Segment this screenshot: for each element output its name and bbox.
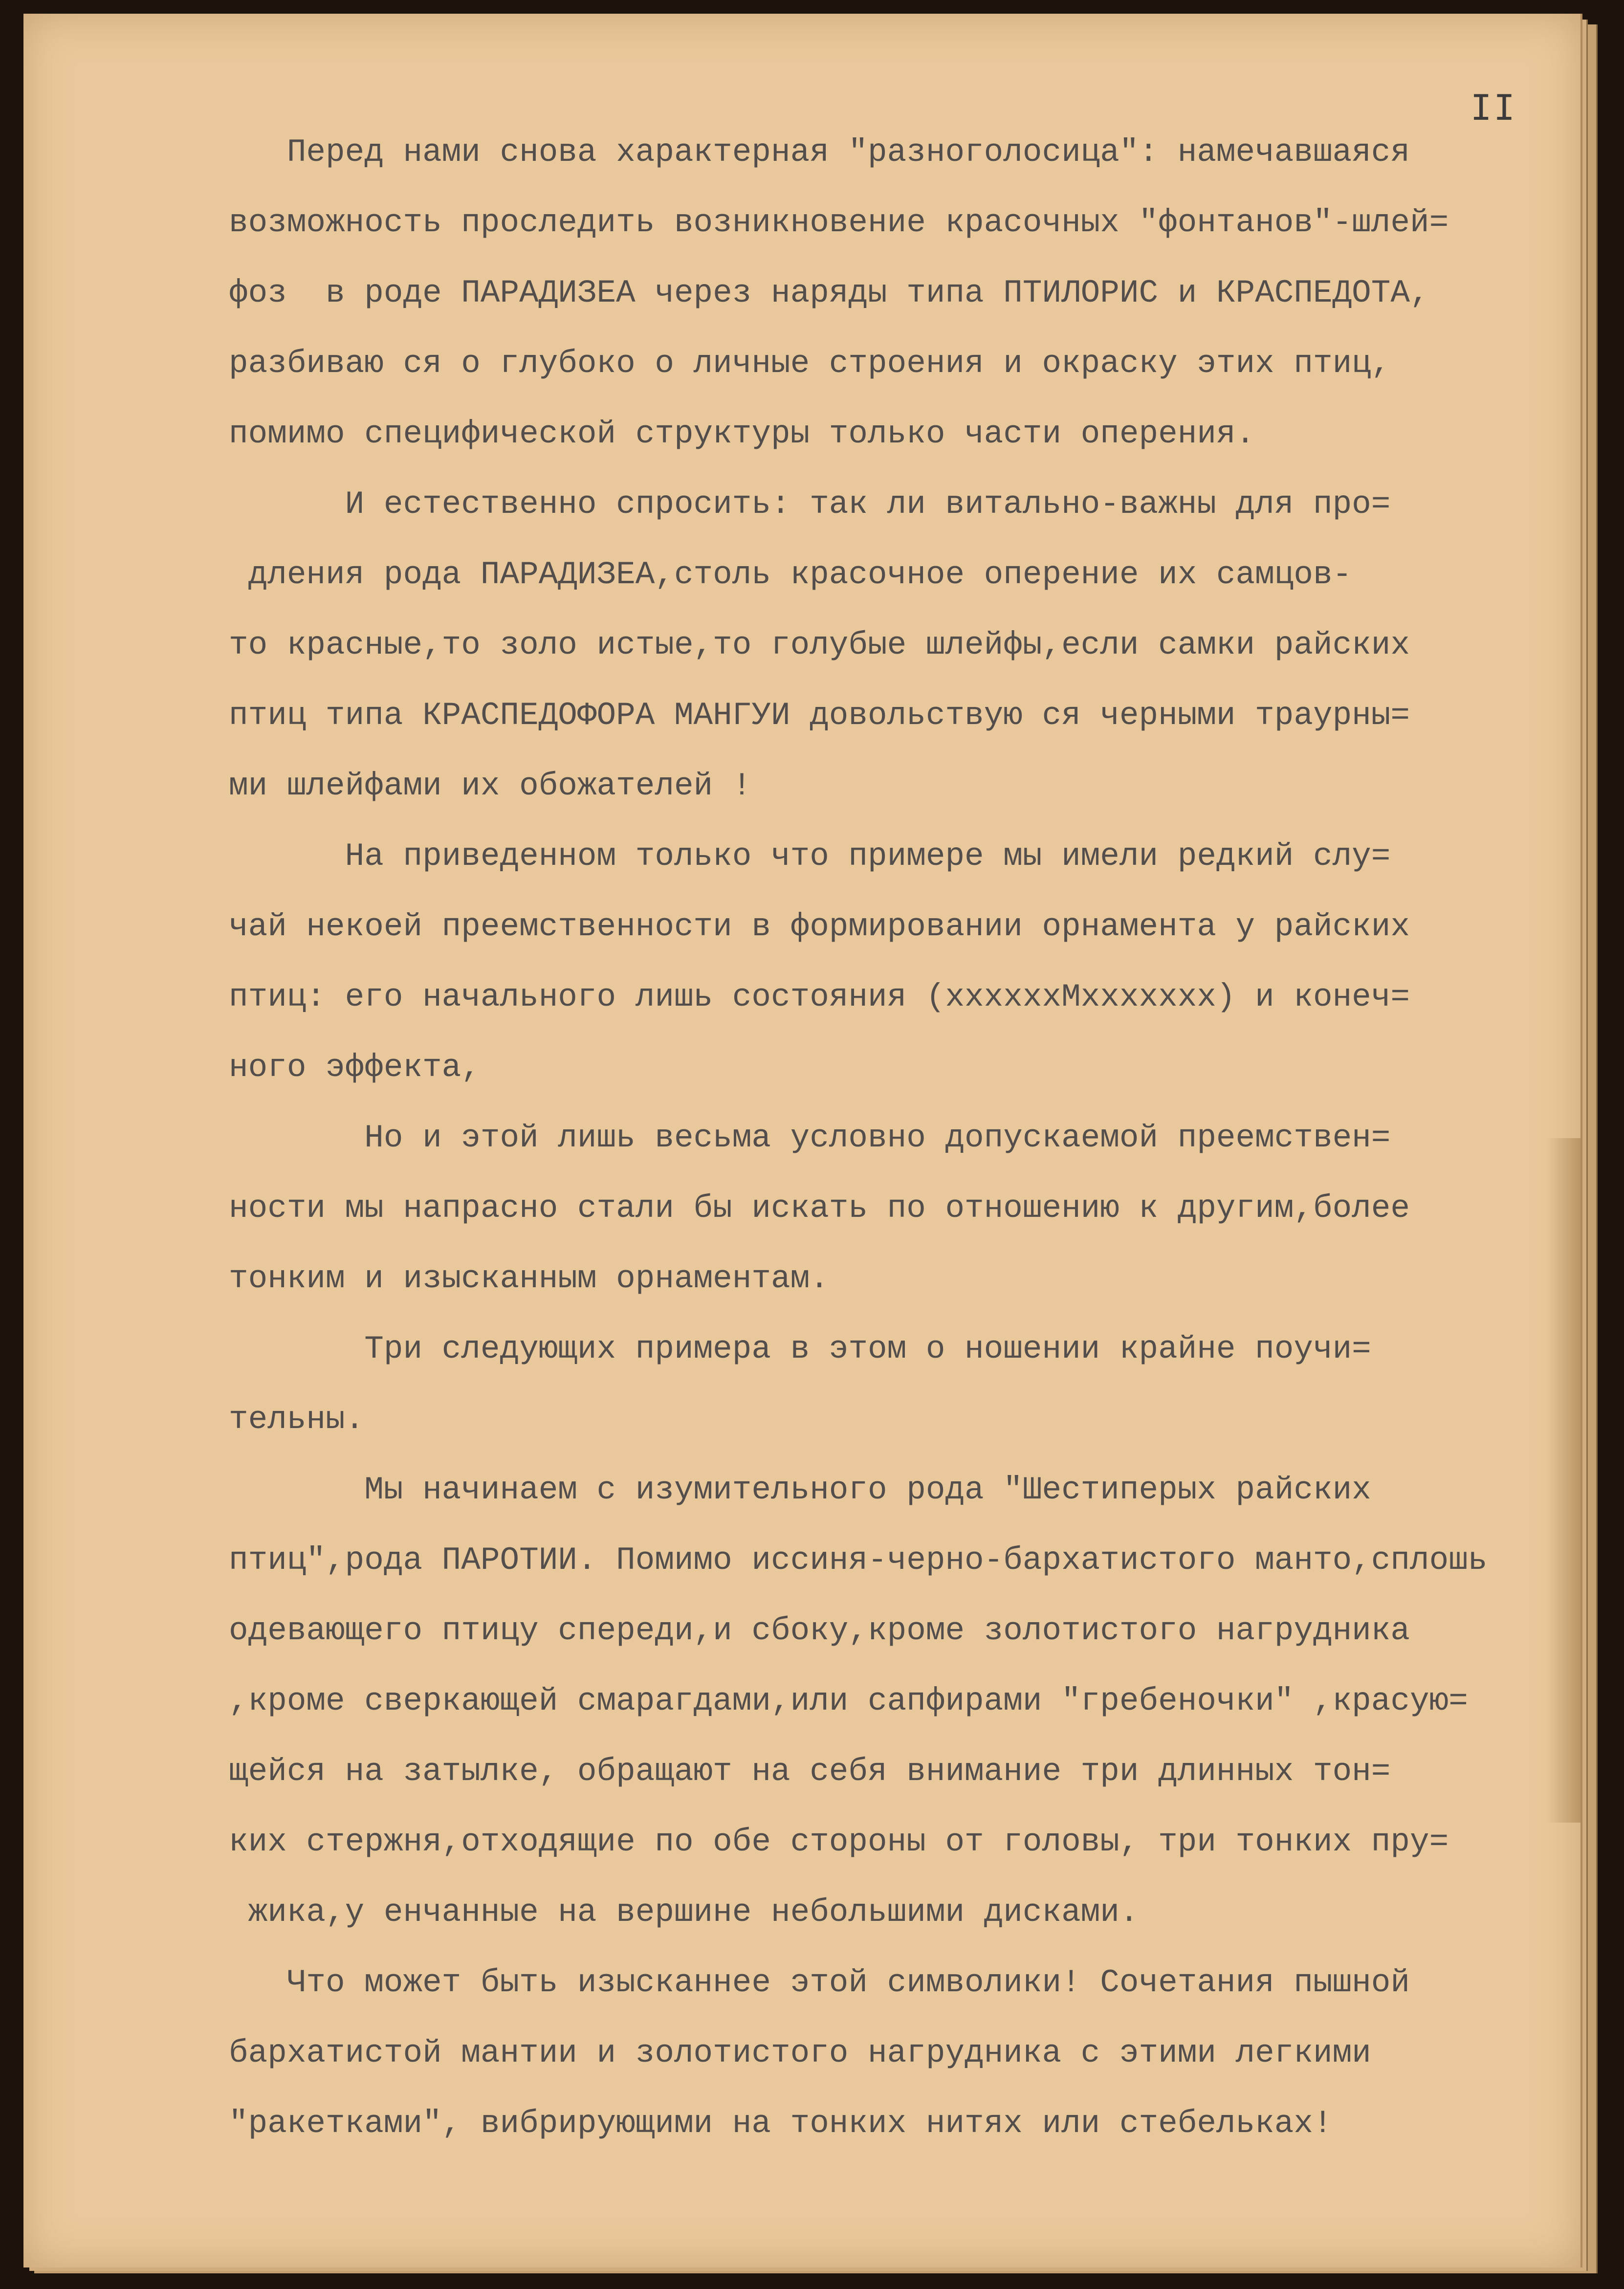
page-number: II xyxy=(1470,87,1517,128)
text-line: птиц: его начального лишь состояния (xxxxxxMxxxxxxx) и конеч= xyxy=(229,979,1410,1015)
text-line: Перед нами снова характерная "разноголосица": намечавшаяся xyxy=(229,134,1410,171)
text-line: Что может быть изысканнее этой символики! Сочетания пышной xyxy=(229,1964,1410,2001)
text-line: Три следующих примера в этом о ношении крайне поучи= xyxy=(229,1331,1371,1367)
text-line: чай некоей преемственности в формировании орнамента у райских xyxy=(229,908,1410,945)
typewritten-text xyxy=(229,117,1568,2159)
text-line: Мы начинаем с изумительного рода "Шестиперых райских xyxy=(229,1472,1371,1508)
text-line: ного эффекта, xyxy=(229,1049,481,1086)
text-line: И естественно спросить: так ли витально-важны для про= xyxy=(229,486,1391,523)
text-line: птиц типа КРАСПЕДОФОРА МАНГУИ довольствую ся черными траурны= xyxy=(229,697,1410,734)
text-line: ,кроме сверкающей смарагдами,или сапфирами "гребеночки" ,красую= xyxy=(229,1683,1468,1719)
text-line: Но и этой лишь весьма условно допускаемой преемствен= xyxy=(229,1120,1391,1156)
text-line: На приведенном только что примере мы имели редкий слу= xyxy=(229,838,1391,875)
text-line: разбиваю ся о глубоко о личные строения и окраску этих птиц, xyxy=(229,345,1391,382)
text-line: возможность проследить возникновение красочных "фонтанов"-шлей= xyxy=(229,204,1449,241)
text-line: птиц",рода ПАРОТИИ. Помимо иссиня-черно-бархатистого манто,сплошь xyxy=(229,1542,1488,1579)
document-page xyxy=(23,14,1582,2267)
text-line: ких стержня,отходящие по обе стороны от головы, три тонких пру= xyxy=(229,1824,1449,1860)
text-line: дления рода ПАРАДИЗЕА,столь красочное оперение их самцов- xyxy=(229,556,1352,593)
text-line: одевающего птицу спереди,и сбоку,кроме золотистого нагрудника xyxy=(229,1612,1410,1649)
text-line: бархатистой мантии и золотистого нагрудника с этими легкими xyxy=(229,2035,1371,2071)
text-line: щейся на затылке, обращают на себя внимание три длинных тон= xyxy=(229,1753,1391,1790)
text-line: фоз в роде ПАРАДИЗЕА через наряды типа ПТИЛОРИС и КРАСПЕДОТА, xyxy=(229,275,1429,311)
text-line: то красные,то золо истые,то голубые шлейфы,если самки райских xyxy=(229,627,1410,663)
text-line: тельны. xyxy=(229,1401,365,1438)
text-line: "ракетками", вибрирующими на тонких нитях или стебельках! xyxy=(229,2105,1333,2142)
text-line: помимо специфической структуры только части оперения. xyxy=(229,416,1255,452)
text-line: ности мы напрасно стали бы искать по отношению к другим,более xyxy=(229,1190,1410,1227)
text-line: ми шлейфами их обожателей ! xyxy=(229,768,752,804)
text-line: жика,у енчанные на вершине небольшими дисками. xyxy=(229,1894,1139,1931)
text-line: тонким и изысканным орнаментам. xyxy=(229,1260,829,1297)
